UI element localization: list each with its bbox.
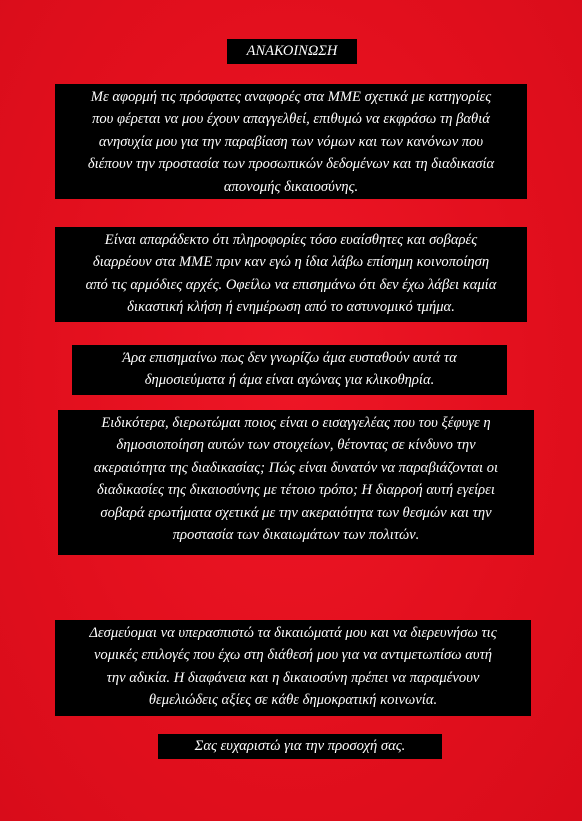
paragraph-prosecutor-question [58,410,534,555]
paragraph-commitment [55,620,531,716]
paragraph-line: διαδικασίες της δικαιοσύνης με τέτοιο τρόπο; Η διαρροή αυτή εγείρει [97,482,495,499]
paragraph-line: απονομής δικαιοσύνης. [223,178,359,195]
paragraph-media-reports [55,84,527,199]
paragraph-line: από τις αρμόδιες αρχές. Οφείλω να επισημάνω ότι δεν έχω λάβει καμία [85,276,497,293]
paragraph-leak-unacceptable [55,227,527,322]
paragraph-line: Δεσμεύομαι να υπερασπιστώ τα δικαιώματά μου και να διερευνήσω τις [89,625,497,641]
announcement-title [227,39,357,64]
paragraph-line: Είναι απαράδεκτο ότι πληροφορίες τόσο ευαίσθητες και σοβαρές [104,232,478,248]
paragraph-line: Ειδικότερα, διερωτώμαι ποιος είναι ο εισαγγελέας που του ξέφυγε η [101,415,491,431]
closing-thanks [158,734,442,759]
paragraph-line: διέπουν την προστασία των προσωπικών δεδομένων και τη διαδικασία [87,156,495,173]
paragraph-clickbait [72,345,507,395]
paragraph-line: Με αφορμή τις πρόσφατες αναφορές στα ΜΜΕ σχετικά με κατηγορίες [90,89,492,105]
paragraph-line: την αδικία. Η διαφάνεια και η δικαιοσύνη πρέπει να παραμένουν [106,669,480,686]
paragraph-line: διαρρέουν στα ΜΜΕ πριν καν εγώ η ίδια λάβω επίσημη κοινοποίηση [92,254,490,271]
paragraph-line: νομικές επιλογές που έχω στη διάθεσή μου για να αντιμετωπίσω αυτή [93,647,493,664]
paragraph-line: ανησυχία μου για την παραβίαση των νόμων και των κανόνων που [98,133,484,150]
paragraph-line: δικαστική κλήση ή ενημέρωση από το αστυνομικό τμήμα. [127,299,455,316]
paragraph-line: θεμελιώδεις αξίες σε κάθε δημοκρατική κοινωνία. [148,692,438,709]
paragraph-line: σοβαρά ερωτήματα σχετικά με την ακεραιότητα των θεσμών και την [100,504,492,521]
paragraph-line: ακεραιότητα της διαδικασίας; Πώς είναι δυνατόν να παραβιάζονται οι [93,459,499,476]
paragraph-line: προστασία των δικαιωμάτων των πολιτών. [172,527,420,544]
paragraph-line: που φέρεται να μου έχουν απαγγελθεί, επιθυμώ να εκφράσω τη βαθιά [92,111,490,128]
title-text: ΑΝΑΚΟΙΝΩΣΗ [246,43,338,59]
paragraph-line: δημοσιεύματα ή άμα είναι αγώνας για κλικοθηρία. [144,372,435,389]
paragraph-line: Άρα επισημαίνω πως δεν γνωρίζω άμα ευσταθούν αυτά τα [122,350,457,366]
closing-text: Σας ευχαριστώ για την προσοχή σας. [194,738,406,754]
paragraph-line: δημοσιοποίηση αυτών των στοιχείων, θέτοντας σε κίνδυνο την [116,437,476,454]
